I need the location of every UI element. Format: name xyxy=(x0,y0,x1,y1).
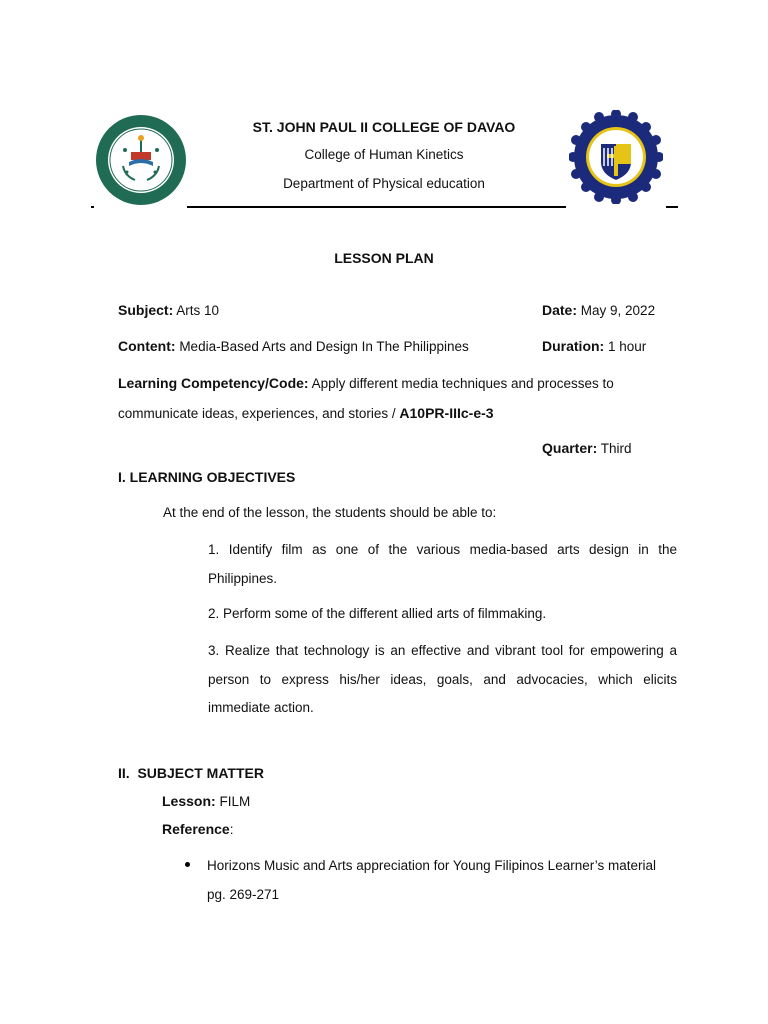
duration-value: 1 hour xyxy=(607,339,647,354)
objective-item: 2. Perform some of the different allied arts of filmmaking. xyxy=(208,606,547,621)
competency-label: Learning Competency/Code: xyxy=(118,375,309,391)
subject-label: Subject: xyxy=(118,302,174,318)
bullet-dot xyxy=(185,862,190,867)
header-rule-left xyxy=(91,206,94,208)
date-label: Date: xyxy=(542,302,578,318)
lesson-label: Lesson: xyxy=(162,793,216,809)
quarter-label: Quarter: xyxy=(542,440,598,456)
quarter-row xyxy=(542,440,632,456)
competency-code: A10PR-IIIc-e-3 xyxy=(399,404,494,421)
duration-row xyxy=(542,338,646,354)
objectives-intro: At the end of the lesson, the students should be able to: xyxy=(163,505,497,520)
competency-value: Apply different media techniques and processes to communicate ideas, experiences, and stories / xyxy=(118,376,614,421)
content-value: Media-Based Arts and Design In The Philippines xyxy=(179,339,469,354)
college-name: ST. JOHN PAUL II COLLEGE OF DAVAO xyxy=(252,119,516,135)
page-title: LESSON PLAN xyxy=(334,250,434,266)
date-value: May 9, 2022 xyxy=(580,303,656,318)
reference-label: Reference xyxy=(162,821,230,837)
learning-competency xyxy=(118,369,618,428)
department-line-1: College of Human Kinetics xyxy=(304,147,464,162)
content-row xyxy=(118,338,469,354)
department-line-2: Department of Physical education xyxy=(283,176,485,191)
objective-item: 3. Realize that technology is an effective and vibrant tool for empowering a person to express his/her ideas, goals, and advocacies, which elicits immediate action. xyxy=(208,643,677,715)
subject-row xyxy=(118,302,219,318)
header-rule-center xyxy=(187,206,566,208)
quarter-value: Third xyxy=(600,441,632,456)
lesson-row xyxy=(162,793,250,809)
header-rule-right xyxy=(666,206,678,208)
content-label: Content: xyxy=(118,338,176,354)
reference-item: Horizons Music and Arts appreciation for Young Filipinos Learner’s material pg. 269-271 xyxy=(207,858,656,902)
reference-row xyxy=(162,821,233,837)
objective-item: 1. Identify film as one of the various media-based arts design in the Philippines. xyxy=(208,542,677,586)
lesson-value: FILM xyxy=(219,794,251,809)
duration-label: Duration: xyxy=(542,338,605,354)
subject-matter-heading: II. SUBJECT MATTER xyxy=(118,765,264,781)
subject-value: Arts 10 xyxy=(176,303,220,318)
objectives-heading: I. LEARNING OBJECTIVES xyxy=(118,469,296,485)
reference-colon: : xyxy=(229,822,234,837)
date-row xyxy=(542,302,655,318)
